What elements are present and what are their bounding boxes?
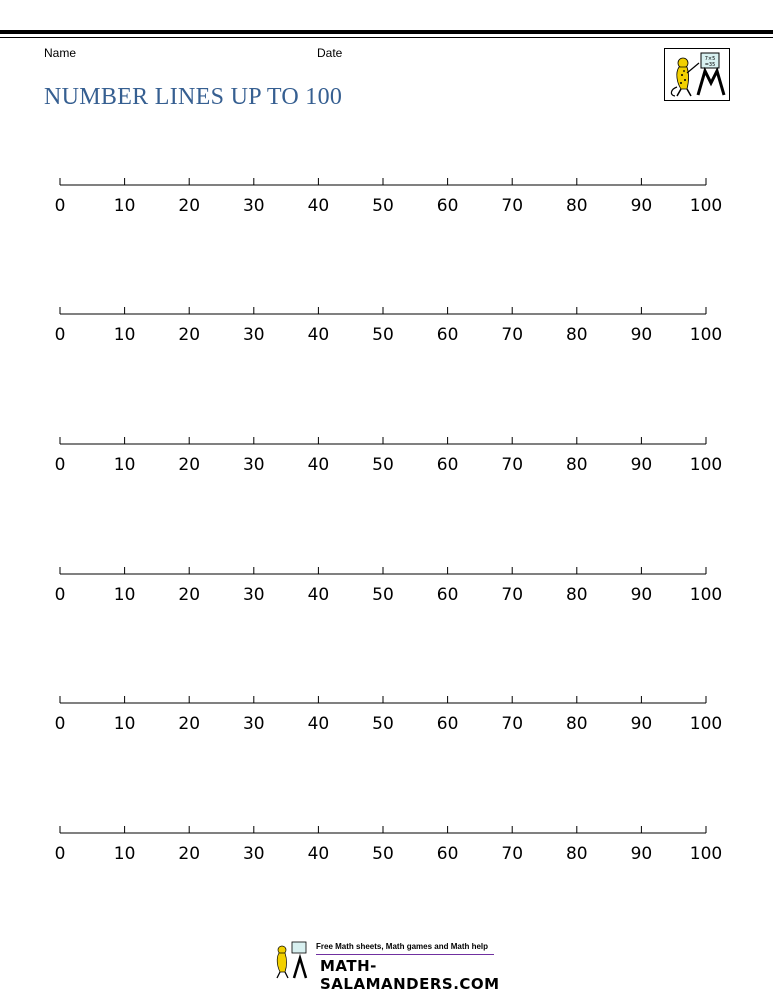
tick-label: 0 <box>54 196 66 216</box>
tick-label: 60 <box>436 714 459 734</box>
tick-label: 70 <box>501 585 524 605</box>
footer-salamander-icon <box>270 940 314 980</box>
tick-label: 70 <box>501 844 524 864</box>
number-line-svg <box>0 175 773 235</box>
number-line-3 <box>0 434 773 494</box>
svg-text:=35: =35 <box>704 62 716 68</box>
tick-label: 80 <box>565 455 588 475</box>
header-rule-thin <box>0 37 773 38</box>
tick-label: 30 <box>242 196 265 216</box>
tick-label: 30 <box>242 714 265 734</box>
number-line-1 <box>0 175 773 235</box>
number-line-svg <box>0 434 773 494</box>
tick-label: 70 <box>501 325 524 345</box>
salamander-teacher-logo-icon <box>665 49 729 100</box>
tick-label: 10 <box>113 455 136 475</box>
footer-brand: MATH-SALAMANDERS.COM <box>320 957 500 993</box>
tick-label: 10 <box>113 714 136 734</box>
tick-label: 50 <box>372 455 394 475</box>
tick-label: 40 <box>307 455 330 475</box>
tick-label: 100 <box>689 844 723 864</box>
tick-label: 60 <box>436 844 459 864</box>
number-line-6 <box>0 823 773 883</box>
tick-label: 20 <box>178 196 201 216</box>
tick-label: 50 <box>372 325 394 345</box>
tick-label: 80 <box>565 585 588 605</box>
tick-label: 90 <box>630 325 653 345</box>
tick-label: 10 <box>113 585 136 605</box>
tick-label: 40 <box>307 196 330 216</box>
tick-label: 60 <box>436 325 459 345</box>
tick-label: 40 <box>307 844 330 864</box>
tick-label: 0 <box>54 714 66 734</box>
footer-tagline: Free Math sheets, Math games and Math help <box>316 942 489 951</box>
tick-label: 0 <box>54 585 66 605</box>
tick-label: 60 <box>436 455 459 475</box>
tick-label: 0 <box>54 455 66 475</box>
tick-label: 20 <box>178 325 201 345</box>
tick-label: 50 <box>372 714 394 734</box>
tick-label: 90 <box>630 714 653 734</box>
tick-label: 100 <box>689 325 723 345</box>
tick-label: 20 <box>178 714 201 734</box>
tick-label: 60 <box>436 585 459 605</box>
tick-label: 30 <box>242 325 265 345</box>
tick-label: 70 <box>501 196 524 216</box>
number-line-5 <box>0 693 773 753</box>
date-label: Date <box>317 46 343 60</box>
tick-label: 90 <box>630 196 653 216</box>
tick-label: 80 <box>565 714 588 734</box>
tick-label: 90 <box>630 585 653 605</box>
tick-label: 30 <box>242 585 265 605</box>
footer-rule <box>316 954 494 955</box>
tick-label: 40 <box>307 714 330 734</box>
tick-label: 90 <box>630 455 653 475</box>
footer-brand-block <box>270 940 510 993</box>
tick-label: 80 <box>565 196 588 216</box>
name-label: Name <box>44 46 77 60</box>
tick-label: 70 <box>501 455 524 475</box>
tick-label: 50 <box>372 844 394 864</box>
tick-label: 90 <box>630 844 653 864</box>
tick-label: 80 <box>565 325 588 345</box>
tick-label: 100 <box>689 455 723 475</box>
tick-label: 40 <box>307 325 330 345</box>
tick-label: 30 <box>242 455 265 475</box>
header-rule-thick <box>0 30 773 34</box>
number-line-svg <box>0 693 773 753</box>
tick-label: 20 <box>178 844 201 864</box>
tick-label: 50 <box>372 196 394 216</box>
tick-label: 30 <box>242 844 265 864</box>
tick-label: 40 <box>307 585 330 605</box>
tick-label: 70 <box>501 714 524 734</box>
tick-label: 20 <box>178 585 201 605</box>
tick-label: 10 <box>113 844 136 864</box>
tick-label: 80 <box>565 844 588 864</box>
tick-label: 100 <box>689 714 723 734</box>
tick-label: 60 <box>436 196 459 216</box>
svg-text:7×5: 7×5 <box>704 56 716 62</box>
number-line-2 <box>0 304 773 364</box>
tick-label: 0 <box>54 325 66 345</box>
tick-label: 20 <box>178 455 201 475</box>
number-line-svg <box>0 564 773 624</box>
tick-label: 0 <box>54 844 66 864</box>
tick-label: 100 <box>689 585 723 605</box>
number-line-4 <box>0 564 773 624</box>
salamander-logo <box>664 48 730 101</box>
tick-label: 100 <box>689 196 723 216</box>
tick-label: 10 <box>113 325 136 345</box>
tick-label: 10 <box>113 196 136 216</box>
page-title: NUMBER LINES UP TO 100 <box>44 84 343 110</box>
number-line-svg <box>0 304 773 364</box>
tick-label: 50 <box>372 585 394 605</box>
number-line-svg <box>0 823 773 883</box>
